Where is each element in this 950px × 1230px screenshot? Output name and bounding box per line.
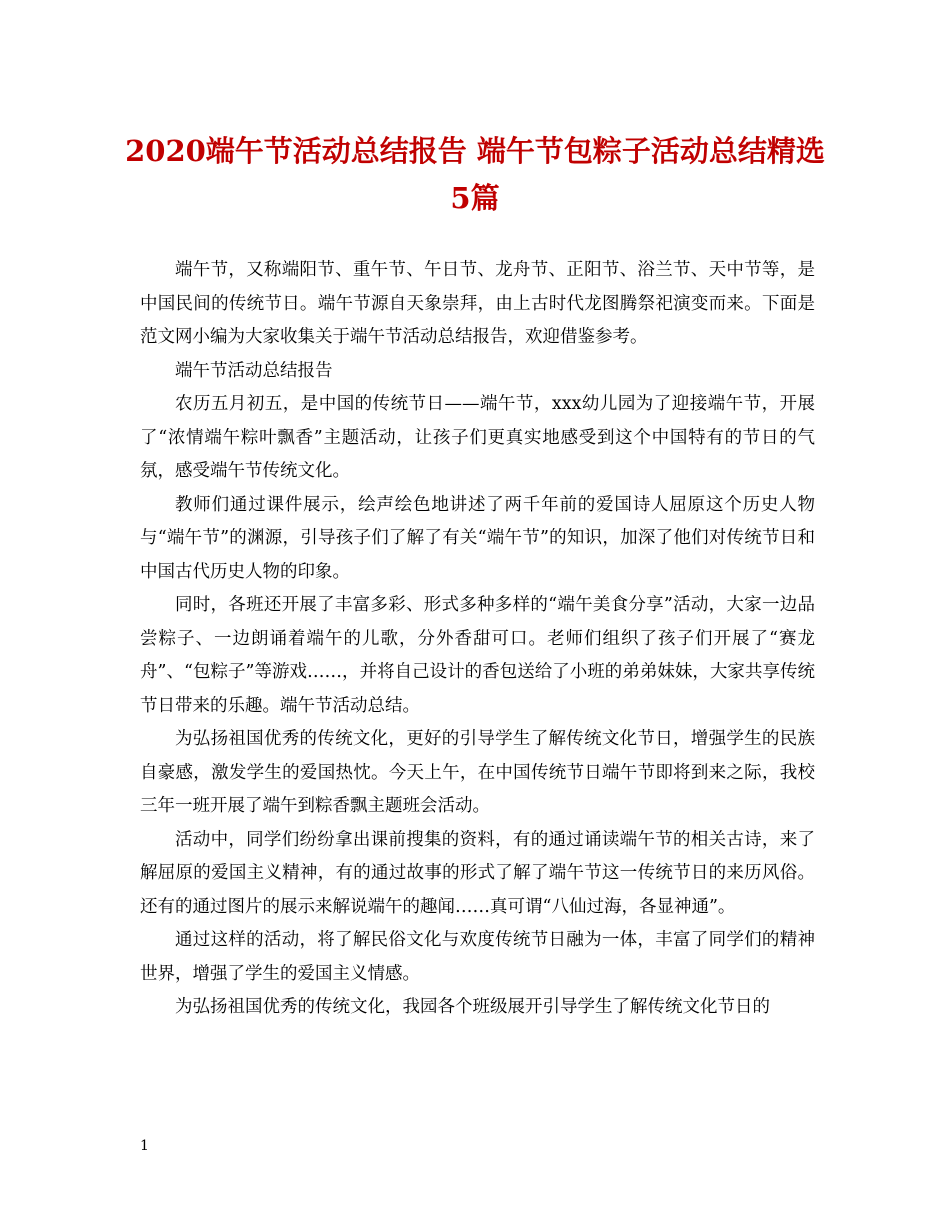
page-number: 1: [140, 1138, 149, 1154]
paragraph-intro: 端午节，又称端阳节、重午节、午日节、龙舟节、正阳节、浴兰节、天中节等，是中国民间的传统节日。端午节源自天象崇拜，由上古时代龙图腾祭祀演变而来。下面是范文网小编为大家收集关于端午节活动总结报告，欢迎借鉴参考。: [140, 260, 815, 347]
paragraph-continued: 为弘扬祖国优秀的传统文化，我园各个班级展开引导学生了解传统文化节日的: [175, 997, 770, 1017]
title-line-1: 2020端午节活动总结报告 端午节包粽子活动总结精选: [125, 134, 825, 168]
document-body: [140, 254, 815, 1025]
paragraph: 为弘扬祖国优秀的传统文化，更好的引导学生了解传统文化节日，增强学生的民族自豪感，激发学生的爱国热忱。今天上午，在中国传统节日端午节即将到来之际，我校三年一班开展了端午到粽香飘主题班会活动。: [140, 729, 815, 816]
title-line-2: 5篇: [450, 181, 500, 215]
paragraph: 同时，各班还开展了丰富多彩、形式多种多样的“端午美食分享”活动，大家一边品尝粽子、一边朗诵着端午的儿歌，分外香甜可口。老师们组织了孩子们开展了“赛龙舟”、“包粽子”等游戏……，并将自己设计的香包送给了小班的弟弟妹妹，大家共享传统节日带来的乐趣。端午节活动总结。: [140, 595, 815, 716]
paragraph: 教师们通过课件展示，绘声绘色地讲述了两千年前的爱国诗人屈原这个历史人物与“端午节”的渊源，引导孩子们了解了有关“端午节”的知识，加深了他们对传统节日和中国古代历史人物的印象。: [140, 494, 815, 582]
section-heading: 端午节活动总结报告: [175, 360, 333, 381]
paragraph: 农历五月初五，是中国的传统节日——端午节，xxx幼儿园为了迎接端午节，开展了“浓情端午粽叶飘香”主题活动，让孩子们更真实地感受到这个中国特有的节日的气氛，感受端午节传统文化。: [140, 394, 815, 481]
paragraph: 通过这样的活动，将了解民俗文化与欢度传统节日融为一体，丰富了同学们的精神世界，增强了学生的爱国主义情感。: [140, 930, 815, 984]
paragraph: 活动中，同学们纷纷拿出课前搜集的资料，有的通过诵读端午节的相关古诗，来了解屈原的爱国主义精神，有的通过故事的形式了解了端午节这一传统节日的来历风俗。还有的通过图片的展示来解说端午的趣闻……真可谓“八仙过海，各显神通”。: [140, 829, 815, 917]
document-title: [120, 128, 830, 222]
